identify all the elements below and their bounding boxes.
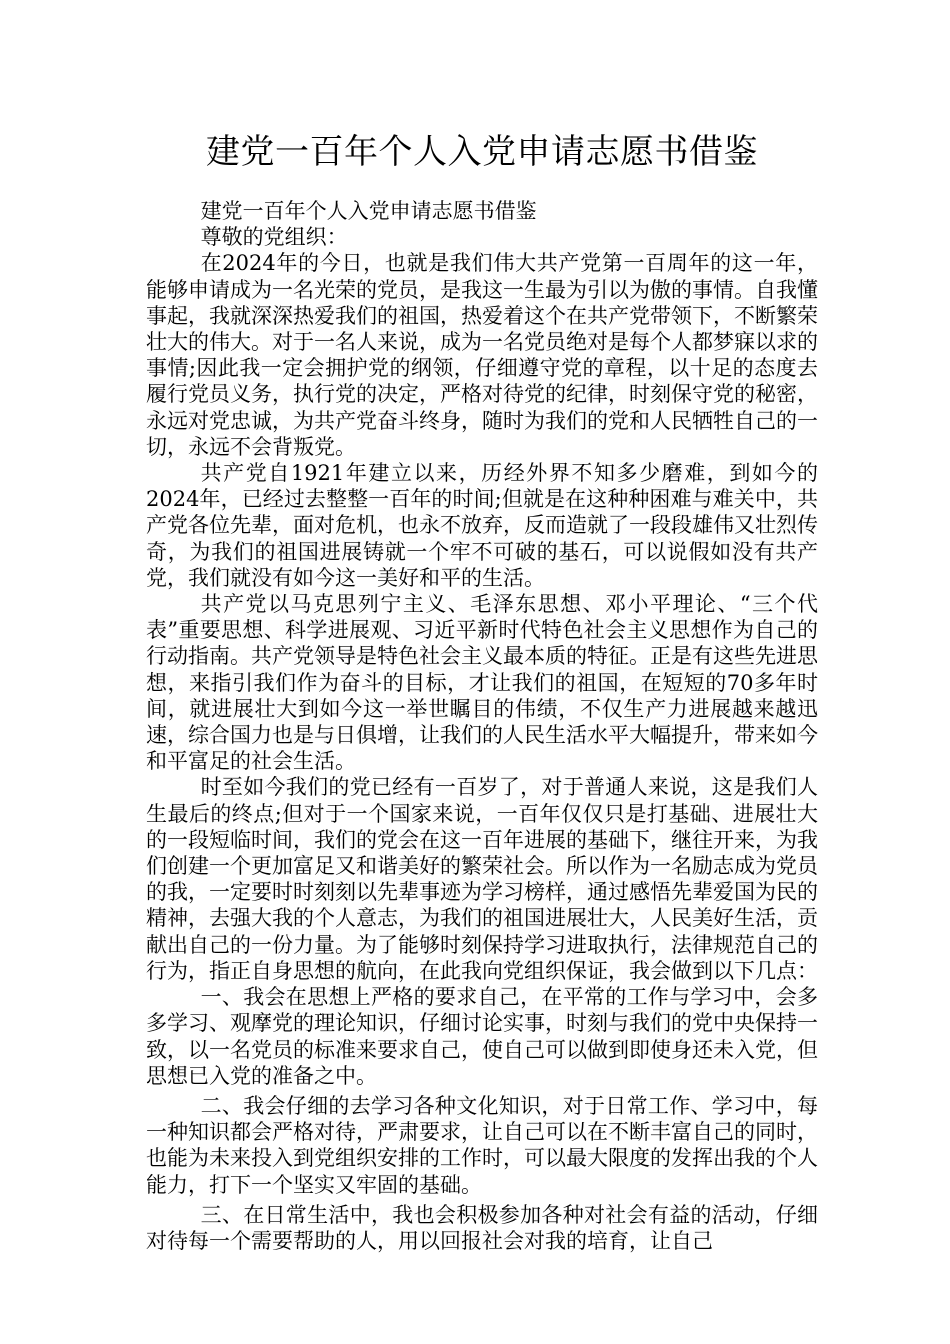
paragraph-heading-repeat: 建党一百年个人入党申请志愿书借鉴 (200, 199, 537, 223)
paragraph-3: 共产党以马克思列宁主义、毛泽东思想、邓小平理论、“三个代表”重要思想、科学进展观、习近平新时代特色社会主义思想作为自己的行动指南。共产党领导是特色社会主义最本质的特征。正是有这些先进思想，来指引我们作为奋斗的目标，才让我们的祖国，在短短的70多年时间，就进展壮大到如今这一举世瞩目的伟绩，不仅生产力进展越来越迅速，综合国力也是与日俱增，让我们的人民生活水平大幅提升，带来如今和平富足的社会生活。 (146, 592, 818, 774)
document-title: 建党一百年个人入党申请志愿书借鉴 (206, 132, 758, 172)
paragraph-1: 在2024年的今日，也就是我们伟大共产党第一百周年的这一年，能够申请成为一名光荣的党员，是我这一生最为引以为傲的事情。自我懂事起，我就深深热爱我们的祖国，热爱着这个在共产党带领下，不断繁荣壮大的伟大。对于一名人来说，成为一名党员绝对是每个人都梦寐以求的事情;因此我一定会拥护党的纲领，仔细遵守党的章程，以十足的态度去履行党员义务，执行党的决定，严格对待党的纪律，时刻保守党的秘密，永远对党忠诚，为共产党奋斗终身，随时为我们的党和人民牺牲自己的一切，永远不会背叛党。 (146, 251, 818, 459)
paragraph-pledge-3: 三、在日常生活中，我也会积极参加各种对社会有益的活动，仔细对待每一个需要帮助的人，用以回报社会对我的培育，让自己 (146, 1202, 818, 1253)
paragraph-salutation: 尊敬的党组织： (200, 225, 348, 250)
document-body (146, 198, 818, 1254)
paragraph-pledge-2: 二、我会仔细的去学习各种文化知识，对于日常工作、学习中，每一种知识都会严格对待，严肃要求，让自己可以在不断丰富自己的同时，也能为未来投入到党组织安排的工作时，可以最大限度的发挥出我的个人能力，打下一个坚实又牢固的基础。 (146, 1093, 818, 1197)
paragraph-pledge-1: 一、我会在思想上严格的要求自己，在平常的工作与学习中，会多多学习、观摩党的理论知识，仔细讨论实事，时刻与我们的党中央保持一致，以一名党员的标准来要求自己，使自己可以做到即使身还未入党，但思想已入党的准备之中。 (146, 985, 818, 1088)
paragraph-2: 共产党自1921年建立以来，历经外界不知多少磨难，到如今的2024年，已经过去整整一百年的时间;但就是在这种种困难与难关中，共产党各位先辈，面对危机，也永不放弃，反而造就了一段段雄伟又壮烈传奇，为我们的祖国进展铸就一个牢不可破的基石，可以说假如没有共产党，我们就没有如今这一美好和平的生活。 (146, 461, 818, 590)
document-page (146, 128, 818, 1254)
paragraph-4: 时至如今我们的党已经有一百岁了，对于普通人来说，这是我们人生最后的终点;但对于一个国家来说，一百年仅仅只是打基础、进展壮大的一段短临时间，我们的党会在这一百年进展的基础下，继往开来，为我们创建一个更加富足又和谐美好的繁荣社会。所以作为一名励志成为党员的我，一定要时时刻刻以先辈事迹为学习榜样，通过感悟先辈爱国为民的精神，去强大我的个人意志，为我们的祖国进展壮大，人民美好生活，贡献出自己的一份力量。为了能够时刻保持学习进取执行，法律规范自己的行为，指正自身思想的航向，在此我向党组织保证，我会做到以下几点： (146, 775, 818, 983)
